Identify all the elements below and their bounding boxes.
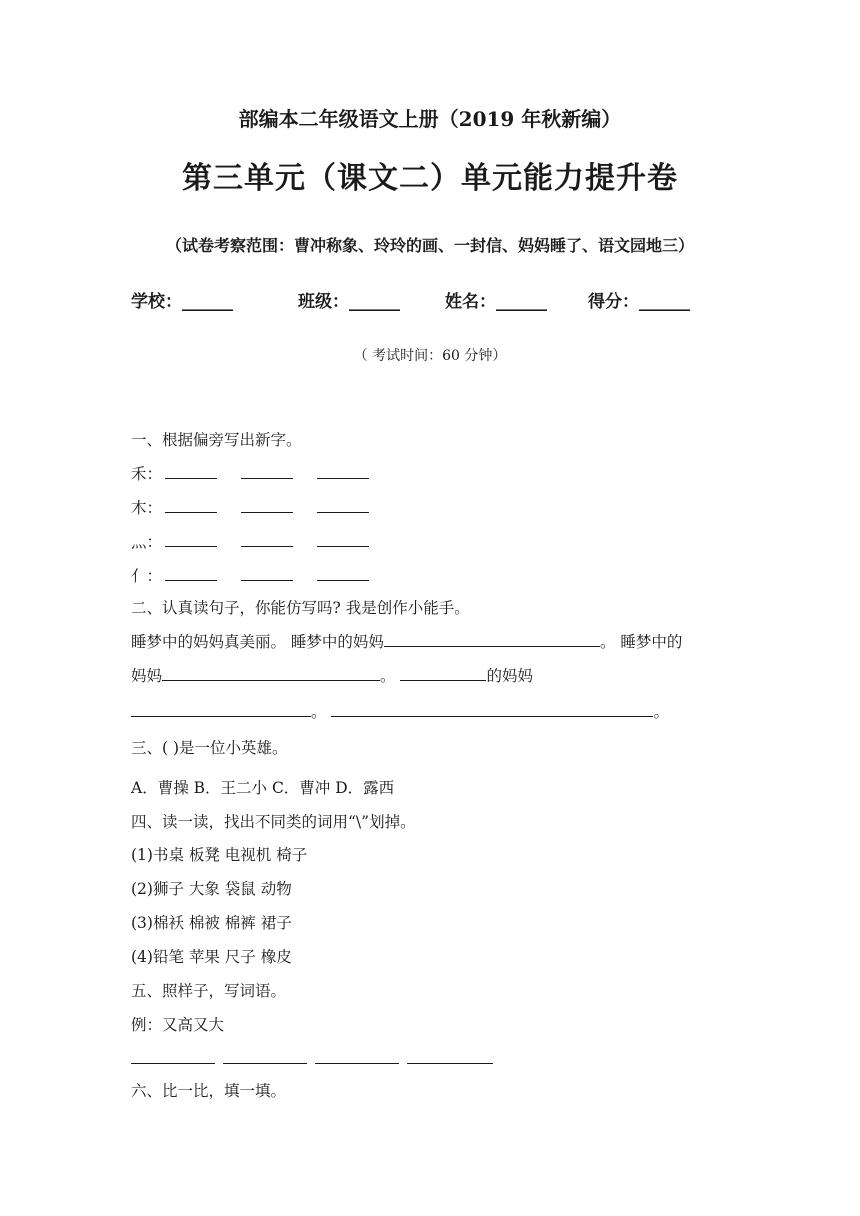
- exam-subtitle: 部编本二年级语文上册（2019 年秋新编）: [238, 107, 622, 131]
- q1-row: [131, 462, 393, 484]
- answer-blank[interactable]: [165, 462, 217, 479]
- score-label: 得分：: [588, 292, 639, 312]
- answer-blank[interactable]: [162, 664, 380, 681]
- class-label: 班级：: [298, 292, 349, 312]
- answer-blank[interactable]: [131, 700, 311, 717]
- school-field: [131, 287, 233, 312]
- answer-blank[interactable]: [317, 530, 369, 547]
- q4-item: (3)棉袄 棉被 棉裤 裙子: [131, 914, 292, 932]
- exam-scope: （试卷考察范围：曹冲称象、玲玲的画、一封信、妈妈睡了、语文园地三）: [165, 236, 694, 255]
- answer-blank[interactable]: [241, 530, 293, 547]
- q2-text: 。: [380, 667, 401, 685]
- radical-label: 亻：: [131, 567, 163, 585]
- q6-heading: 六、比一比，填一填。: [131, 1082, 287, 1100]
- exam-title: 第三单元（课文二）单元能力提升卷: [182, 161, 678, 196]
- q2-text: 的妈妈: [486, 667, 533, 685]
- q4-heading: 四、读一读，找出不同类的词用“\”划掉。: [131, 813, 416, 831]
- radical-label: 灬：: [131, 533, 163, 551]
- q1-row: [131, 496, 393, 518]
- answer-blank[interactable]: [407, 1047, 493, 1064]
- q2-text: 睡梦中的妈妈真美丽。 睡梦中的妈妈: [131, 633, 384, 651]
- answer-blank[interactable]: [241, 462, 293, 479]
- answer-blank[interactable]: [317, 462, 369, 479]
- q4-item: (1)书桌 板凳 电视机 椅子: [131, 846, 308, 864]
- q2-text: 。: [311, 703, 332, 721]
- name-blank[interactable]: ______: [496, 292, 547, 312]
- answer-blank[interactable]: [165, 530, 217, 547]
- q1-row: [131, 564, 393, 586]
- answer-blank[interactable]: [384, 630, 600, 647]
- q4-item: (4)铅笔 苹果 尺子 橡皮: [131, 948, 292, 966]
- answer-blank[interactable]: [131, 1047, 215, 1064]
- school-blank[interactable]: ______: [182, 292, 233, 312]
- answer-blank[interactable]: [165, 496, 217, 513]
- q5-heading: 五、照样子，写词语。: [131, 982, 287, 1000]
- answer-blank[interactable]: [317, 496, 369, 513]
- radical-label: 木：: [131, 499, 163, 517]
- q4-item: (2)狮子 大象 袋鼠 动物: [131, 880, 292, 898]
- answer-blank[interactable]: [165, 564, 217, 581]
- answer-blank[interactable]: [400, 664, 486, 681]
- answer-blank[interactable]: [331, 700, 653, 717]
- q2-text: 妈妈: [131, 667, 163, 685]
- school-label: 学校：: [131, 292, 182, 312]
- q1-heading: 一、根据偏旁写出新字。: [131, 431, 302, 449]
- answer-blank[interactable]: [223, 1047, 307, 1064]
- q1-row: [131, 530, 393, 552]
- q2-text: 。: [653, 703, 669, 721]
- radical-label: 禾：: [131, 465, 163, 483]
- answer-blank[interactable]: [315, 1047, 399, 1064]
- q3-heading: 三、( )是一位小英雄。: [131, 739, 288, 757]
- q2-text: 。 睡梦中的: [599, 633, 683, 651]
- q2-line3: [131, 700, 669, 722]
- exam-time: （ 考试时间：60 分钟）: [353, 348, 507, 364]
- q2-line2: [131, 664, 533, 686]
- class-blank[interactable]: ______: [349, 292, 400, 312]
- q3-options: A．曹操 B．王二小 C．曹冲 D．露西: [131, 779, 395, 797]
- name-field: [445, 287, 547, 312]
- answer-blank[interactable]: [241, 564, 293, 581]
- q5-example: 例：又高又大: [131, 1016, 225, 1034]
- q2-line1: [131, 630, 682, 652]
- score-field: [588, 287, 690, 312]
- name-label: 姓名：: [445, 292, 496, 312]
- q2-heading: 二、认真读句子，你能仿写吗? 我是创作小能手。: [131, 599, 470, 617]
- class-field: [298, 287, 400, 312]
- score-blank[interactable]: ______: [639, 292, 690, 312]
- q5-blanks: [131, 1047, 493, 1068]
- answer-blank[interactable]: [317, 564, 369, 581]
- answer-blank[interactable]: [241, 496, 293, 513]
